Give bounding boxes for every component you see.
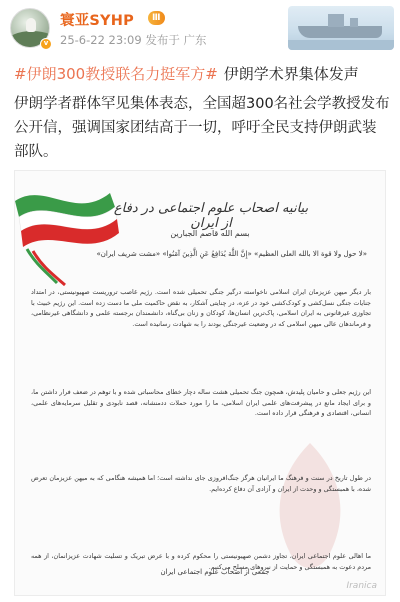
banner-ship-tower-rear [350,18,358,27]
document-quote: «لا حول ولا قوة الا بالله العلی العظیم» «إِنَّ اللَّهَ يُدَافِعُ عَنِ الَّذِينَ آمَنُوا» «مشت شریف ایران» [96,250,367,258]
document-paragraph-1: بار دیگر میهن عزیزمان ایران اسلامی ناخواسته درگیر جنگی تحمیلی شده است. رژیم غاصب تروریست صهیونیستی، در امتداد جنایات جنگی نسل‌کشی و کودک‌کشی خود در غزه، در چنایتی آشکار، به نقض حاکمیت ملی ما دست زده است. این رژیم خبیث با تجاوزی غیرقانونی به ایران اسلامی، پاک‌ترین انسان‌ها، کودکان و زنان بی‌گناه، دانشمندان برجسته علمی و دانشگاهی غیرنظامی، و فرماندهان عالی میهن اسلامی که در وضعیت غیرجنگی بودند را به شهادت رسانیده است. [31,288,371,328]
post-meta: 25-6-22 23:09 发布于 广东 [60,33,207,47]
profile-banner-image [288,6,394,50]
image-watermark: Iranica [346,581,377,591]
document-paragraph-4: ما اهالی علوم اجتماعی ایران، تجاوز دشمن صهیونیستی را محکوم کرده و با عرض تبریک و تسلیت شهادت عزیزانمان، از همه مردم دعوت به همبستگی و حمایت از نیروهای مسلح می‌کنیم. [31,552,371,571]
banner-ship-hull [298,26,382,38]
avatar-figure [26,18,36,32]
banner-ship-tower [328,14,344,27]
username[interactable]: 寰亚SYHP [60,13,134,29]
post-title-line [14,64,394,84]
document-title: بیانیه اصحاب علوم اجتماعی در دفاع از ایران [113,201,309,231]
post-header [0,0,400,56]
document-bismillah: بسم الله قاصم الجبارین [170,229,250,238]
attached-document-image[interactable] [14,170,386,596]
verified-badge-icon: v [40,38,52,50]
hashtag-link[interactable]: #伊朗300教授联名力挺军方# [14,65,218,83]
document-paragraph-3: در طول تاریخ در سنت و فرهنگ ما ایرانیان هرگز جنگ‌افروزی جای نداشته است؛ اما همیشه هنگامی که به میهن عزیزمان تعرض شده، با همبستگی و وحدت از ایران و آزادی آن دفاع کرده‌ایم. [31,474,371,493]
iran-flag-ribbon-icon [14,171,135,291]
post-title: 伊朗学术界集体发声 [223,65,359,83]
post-body: 伊朗学者群体罕见集体表态，全国超300名社会学教授发布公开信，强调国家团结高于一切，呼吁全民支持伊朗武装部队。 [14,96,390,160]
document-signature: جمعی از اصحاب علوم اجتماعی ایران [160,568,270,576]
banner-sea [288,40,394,50]
document-paragraph-2: این رژیم جعلی و حامیان پلیدش، همچون جنگ تحمیلی هشت ساله دچار خطای محاسباتی شده و با توهم در ضعف فرار داشتن ما، و برای ایجاد مانع در پیشرفت‌های علمی ایران اسلامی، ما را مورد حملات ددمنشانه، قصد نابودی و تقلیل سرمایه‌های علمی، انسانی، اقتصادی و فرهنگی قرار داده است. [31,388,371,418]
level-badge: Ⅲ [148,11,165,25]
